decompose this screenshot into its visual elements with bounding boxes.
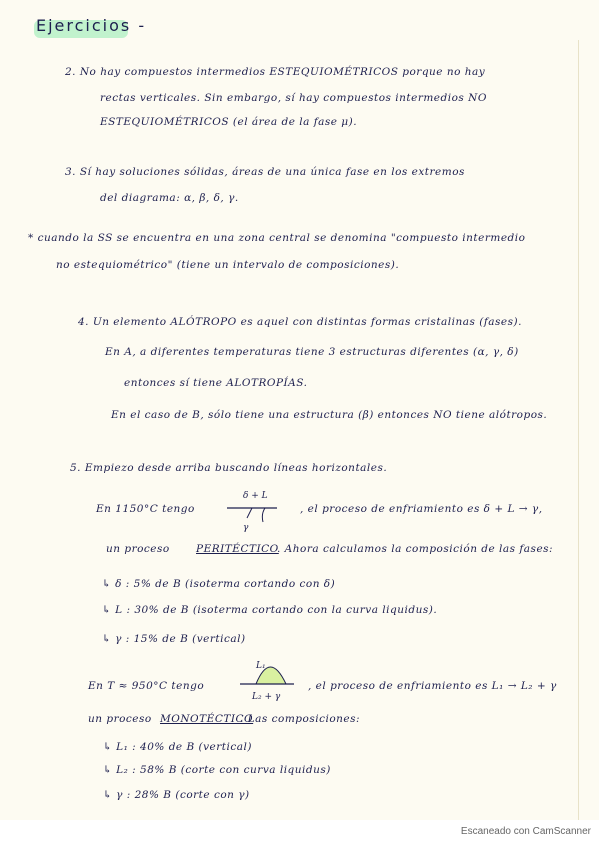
phase-composition: ↳ L₂ : 58% B (corte con curva liquidus) <box>103 764 331 776</box>
sketch-top-label: δ + L <box>243 491 268 501</box>
margin-rule <box>578 40 579 820</box>
monotectic-sketch <box>236 654 298 704</box>
sketch-top-label: L₁ <box>256 661 266 671</box>
note-line: un proceso <box>106 543 170 555</box>
note-line: En A, a diferentes temperaturas tiene 3 estructuras diferentes (α, γ, δ) <box>105 346 519 358</box>
note-line: ESTEQUIOMÉTRICOS (el área de la fase μ). <box>100 116 358 128</box>
note-line: En 1150°C tengo <box>96 503 195 515</box>
note-line: rectas verticales. Sin embargo, sí hay compuestos intermedios NO <box>100 92 487 104</box>
note-line: no estequiométrico" (tiene un intervalo de composiciones). <box>56 259 400 271</box>
note-line: En el caso de B, sólo tiene una estructura (β) entonces NO tiene alótropos. <box>111 409 548 421</box>
phase-composition: ↳ γ : 28% B (corte con γ) <box>103 789 250 801</box>
sketch-bottom-label: L₂ + γ <box>252 692 281 702</box>
phase-composition: ↳ L : 30% de B (isoterma cortando con la curva liquidus). <box>102 604 438 616</box>
phase-composition: ↳ γ : 15% de B (vertical) <box>102 633 246 645</box>
note-line: 5. Empiezo desde arriba buscando líneas horizontales. <box>70 462 388 474</box>
note-line: . Ahora calculamos la composición de las fases: <box>277 543 554 555</box>
note-line: un proceso <box>88 713 152 725</box>
note-line: En T ≈ 950°C tengo <box>88 680 205 692</box>
peritectic-keyword: PERITÉCTICO <box>196 543 279 555</box>
note-line: . Las composiciones: <box>240 713 361 725</box>
note-line: del diagrama: α, β, δ, γ. <box>100 192 239 204</box>
note-line: * cuando la SS se encuentra en una zona central se denomina "compuesto intermedio <box>28 232 526 244</box>
note-line: , el proceso de enfriamiento es δ + L → γ, <box>300 503 543 515</box>
monotectic-keyword: MONOTÉCTICO <box>160 713 254 725</box>
sketch-bottom-label: γ <box>243 523 249 533</box>
note-line: entonces sí tiene ALOTROPÍAS. <box>124 377 308 389</box>
peritectic-sketch <box>225 484 285 534</box>
note-line: 3. Sí hay soluciones sólidas, áreas de una única fase en los extremos <box>65 166 465 178</box>
phase-composition: ↳ L₁ : 40% de B (vertical) <box>103 741 252 753</box>
phase-composition: ↳ δ : 5% de B (isoterma cortando con δ) <box>102 578 336 590</box>
note-line: 4. Un elemento ALÓTROPO es aquel con distintas formas cristalinas (fases). <box>78 316 522 328</box>
note-line: , el proceso de enfriamiento es L₁ → L₂ + γ <box>308 680 557 692</box>
note-line: 2. No hay compuestos intermedios ESTEQUIOMÉTRICOS porque no hay <box>65 66 486 78</box>
page-title: Ejercicios - <box>36 16 147 35</box>
scanner-watermark: Escaneado con CamScanner <box>460 826 591 837</box>
